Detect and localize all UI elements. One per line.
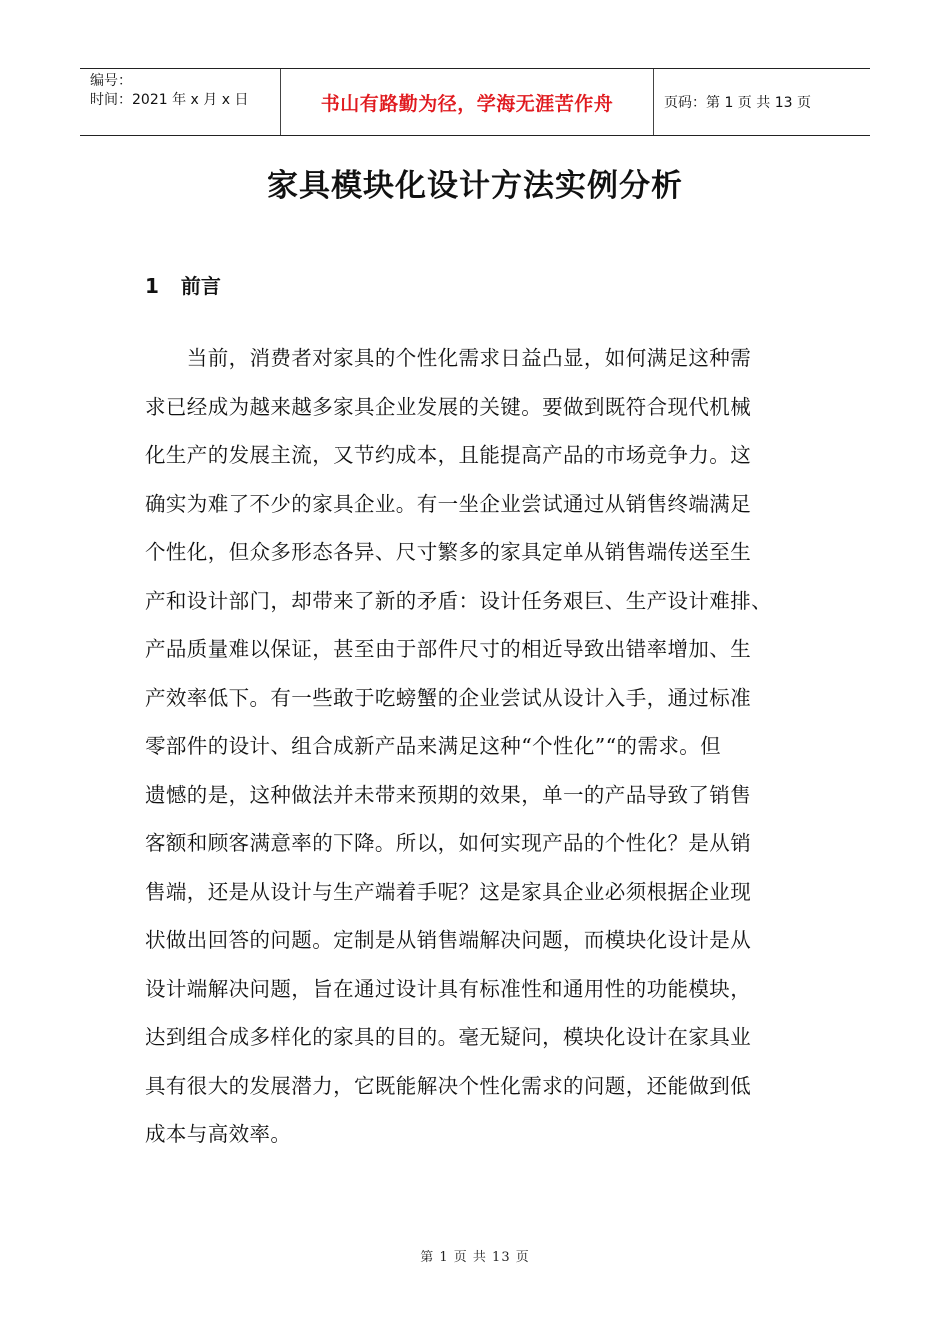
header-motto: 书山有路勤为径，学海无涯苦作舟 bbox=[281, 69, 654, 135]
body-line: 零部件的设计、组合成新产品来满足这种“个性化”“的需求。但 bbox=[145, 734, 722, 758]
body-line: 达到组合成多样化的家具的目的。毫无疑问，模块化设计在家具业 bbox=[145, 1025, 752, 1049]
body-line: 产效率低下。有一些敢于吃螃蟹的企业尝试从设计入手，通过标准 bbox=[145, 685, 752, 710]
body-line: 求已经成为越来越多家具企业发展的关键。要做到既符合现代机械 bbox=[145, 394, 752, 419]
body-line: 当前，消费者对家具的个性化需求日益凸显，如何满足这种需 bbox=[145, 346, 752, 370]
header-page-info: 页码：第 1 页 共 13 页 bbox=[664, 95, 811, 111]
document-title: 家具模块化设计方法实例分析 bbox=[267, 168, 683, 204]
body-line: 个性化，但众多形态各异、尺寸繁多的家具定单从销售端传送至生 bbox=[145, 540, 752, 564]
body-line: 确实为难了不少的家具企业。有一坐企业尝试通过从销售终端满足 bbox=[145, 491, 752, 516]
body-line: 化生产的发展主流，又节约成本，且能提高产品的市场竞争力。这 bbox=[145, 443, 752, 467]
section-title: 前言 bbox=[180, 274, 221, 298]
body-line: 遗憾的是，这种做法并未带来预期的效果，单一的产品导致了销售 bbox=[145, 782, 752, 807]
body-line: 状做出回答的问题。定制是从销售端解决问题，而模块化设计是从 bbox=[145, 928, 752, 952]
page-footer: 第 1 页 共 13 页 bbox=[420, 1250, 530, 1265]
header-meta bbox=[80, 69, 281, 135]
body-line: 客额和顾客满意率的下降。所以，如何实现产品的个性化？是从销 bbox=[145, 831, 752, 855]
section-heading bbox=[145, 270, 221, 299]
body-line: 具有很大的发展潜力，它既能解决个性化需求的问题，还能做到低 bbox=[145, 1073, 752, 1098]
page-header bbox=[80, 68, 870, 136]
body-line: 产和设计部门，却带来了新的矛盾：设计任务艰巨、生产设计难排、 bbox=[145, 588, 772, 613]
serial-label: 编号： bbox=[90, 73, 132, 89]
body-line: 产品质量难以保证，甚至由于部件尺寸的相近导致出错率增加、生 bbox=[145, 637, 752, 661]
section-number: 1 bbox=[145, 274, 159, 298]
body-paragraph bbox=[145, 334, 805, 1159]
time-label: 时间：2021 年 x 月 x 日 bbox=[90, 92, 249, 108]
body-line: 设计端解决问题，旨在通过设计具有标准性和通用性的功能模块， bbox=[145, 976, 752, 1001]
body-line: 售端，还是从设计与生产端着手呢？这是家具企业必须根据企业现 bbox=[145, 879, 752, 904]
body-line: 成本与高效率。 bbox=[145, 1122, 292, 1146]
